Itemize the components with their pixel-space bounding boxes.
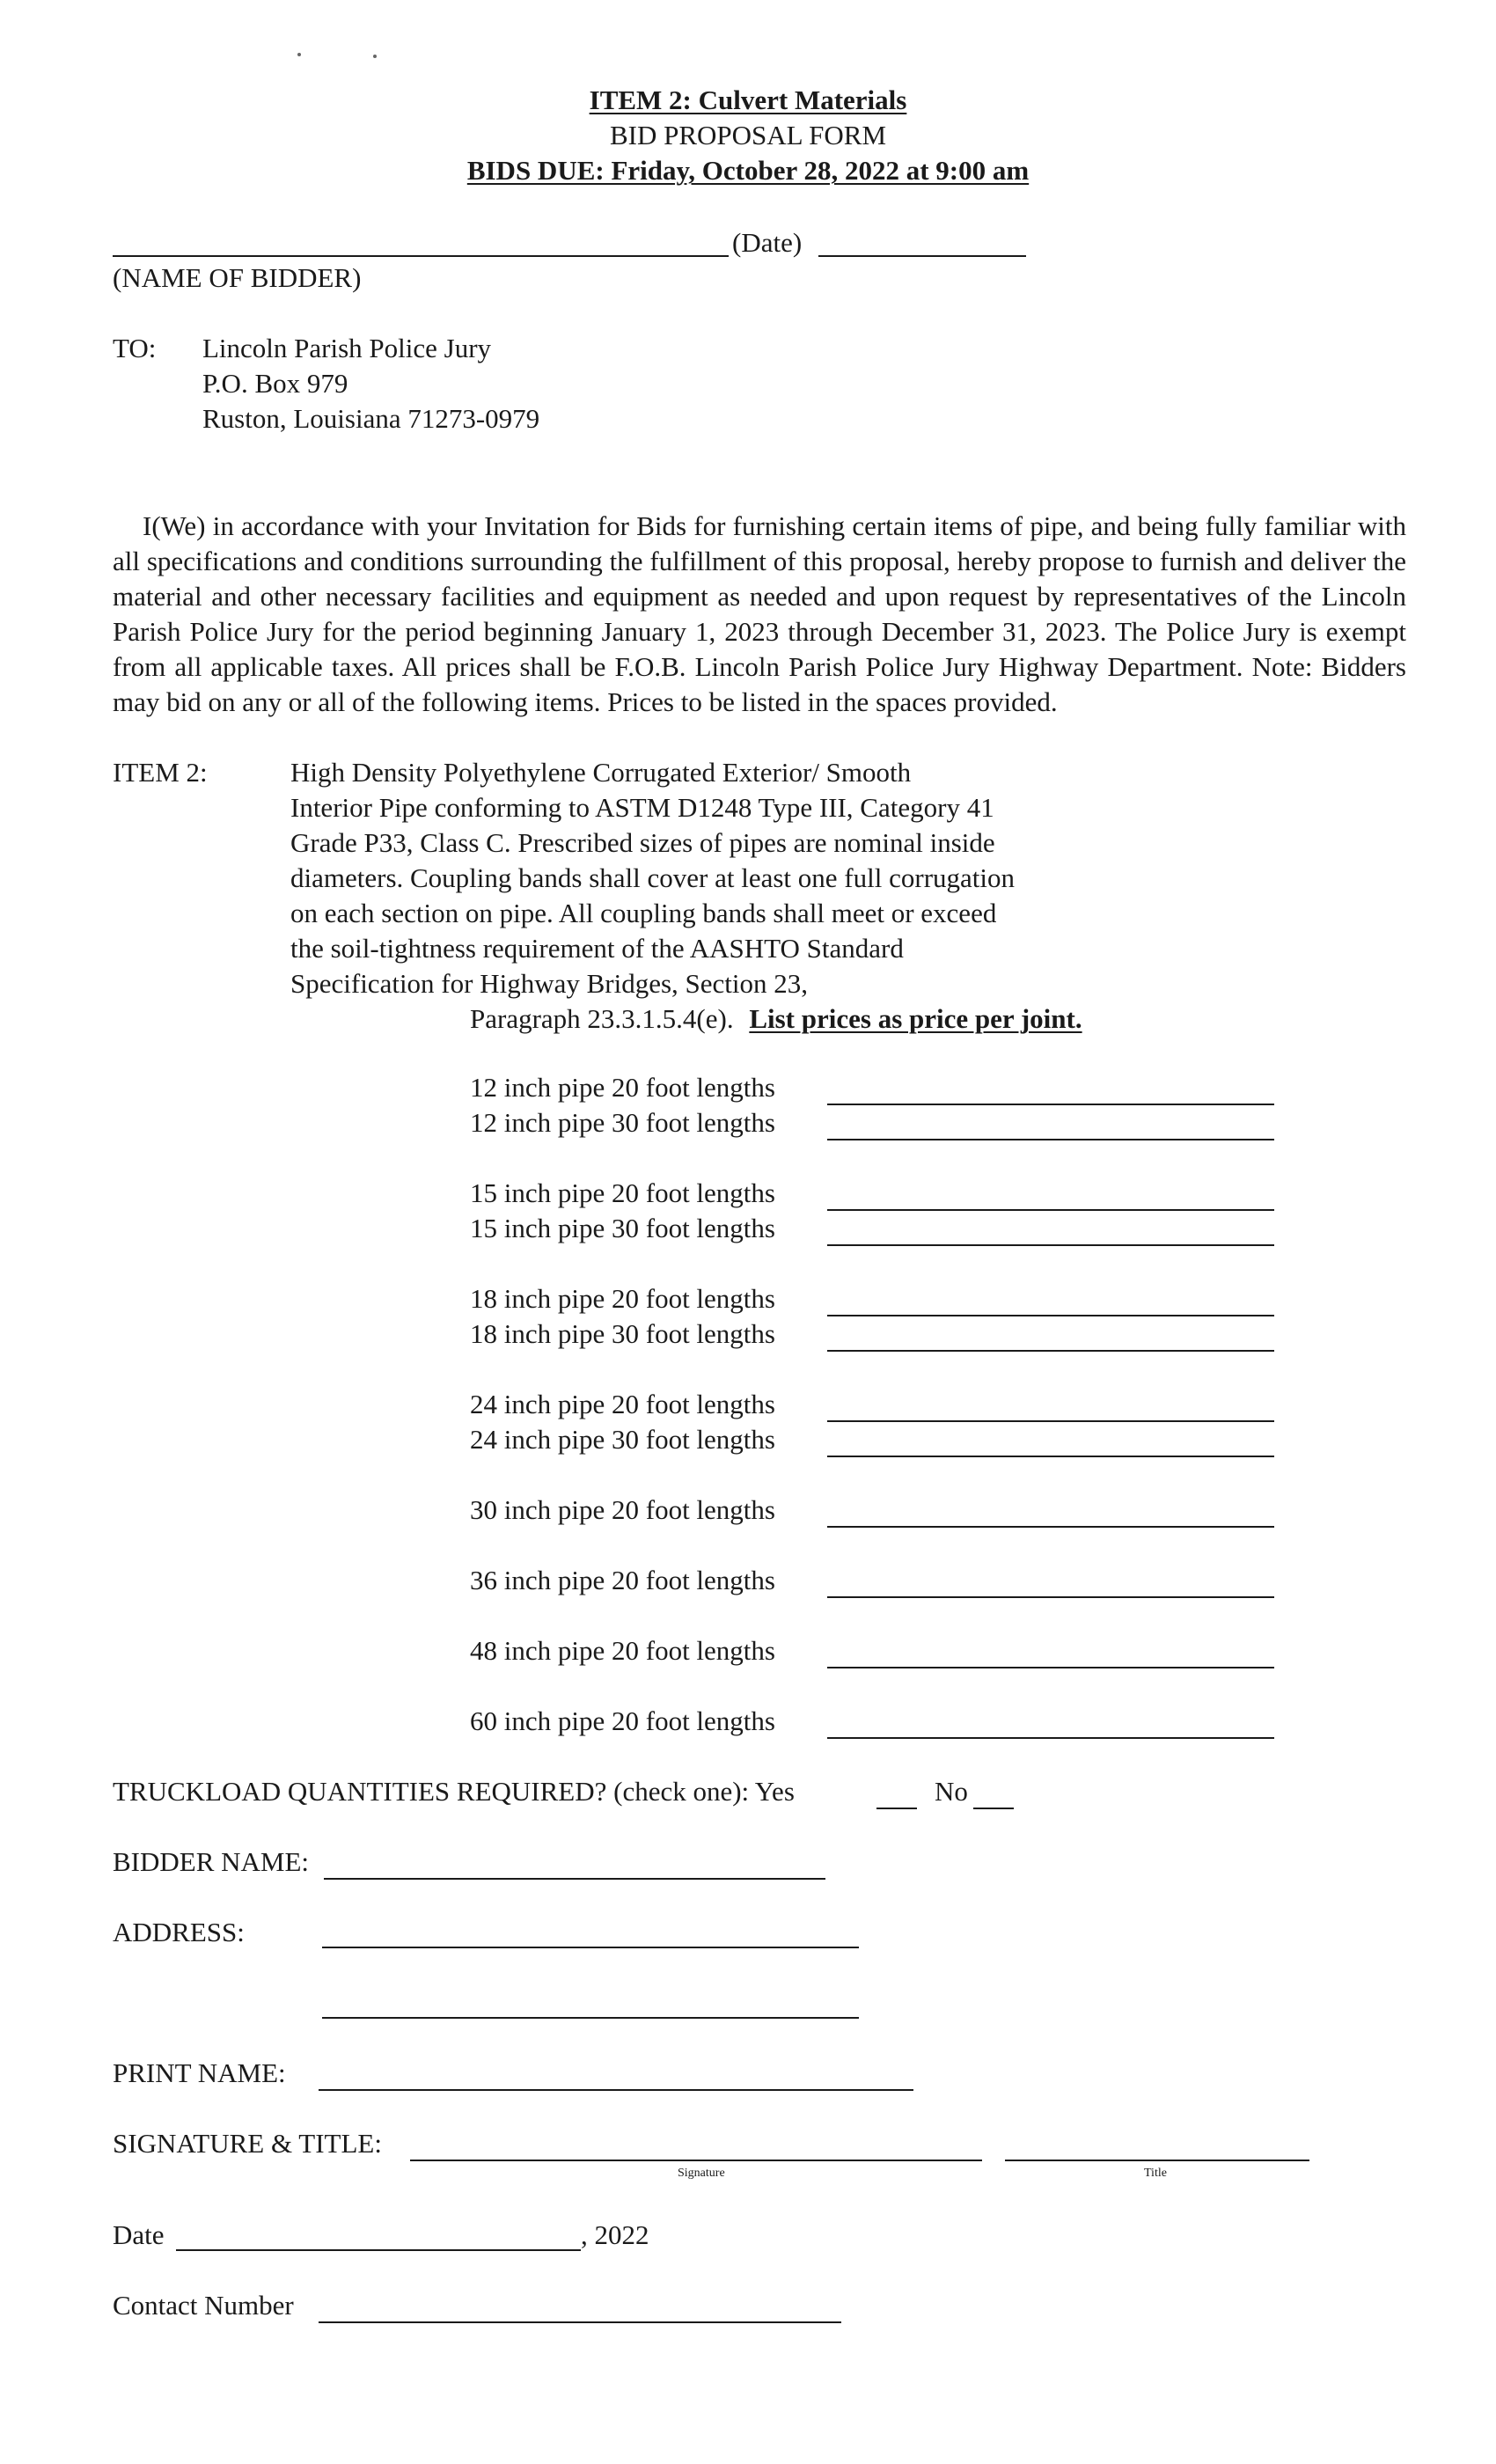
- pipe-price-line[interactable]: [827, 1315, 1274, 1316]
- to-line-2: P.O. Box 979: [202, 368, 348, 399]
- intro-paragraph: I(We) in accordance with your Invitation for Bids for furnishing certain items of pipe, and being fully familiar with all specifications and conditions surrounding the fulfillment of this proposal, hereby propose to furnish and deliver the material and other necessary facilities and equipment as needed and upon request by representatives of the Lincoln Parish Police Jury for the period beginning January 1, 2023 through December 31, 2023. The Police Jury is exempt from all applicable taxes. All prices shall be F.O.B. Lincoln Parish Police Jury Highway Department. Note: Bidders may bid on any or all of the following items. Prices to be listed in the spaces provided.: [113, 510, 1406, 717]
- scan-speck: [373, 55, 377, 58]
- pipe-price-line[interactable]: [827, 1244, 1274, 1246]
- bidder-name-field[interactable]: [324, 1878, 825, 1880]
- to-line-3: Ruston, Louisiana 71273-0979: [202, 403, 540, 434]
- paragraph-reference: [470, 1001, 1082, 1037]
- pipe-label: 24 inch pipe 20 foot lengths: [470, 1389, 775, 1419]
- pipe-price-line[interactable]: [827, 1139, 1274, 1140]
- address-label: ADDRESS:: [113, 1917, 245, 1947]
- item-desc-line: Specification for Highway Bridges, Section 23,: [290, 968, 809, 999]
- pipe-label: 30 inch pipe 20 foot lengths: [470, 1494, 775, 1525]
- pipe-price-line[interactable]: [827, 1526, 1274, 1528]
- signature-field[interactable]: [410, 2160, 982, 2161]
- pipe-price-line[interactable]: [827, 1667, 1274, 1668]
- signature-caption: Signature: [678, 2167, 725, 2180]
- pipe-label: 12 inch pipe 30 foot lengths: [470, 1107, 775, 1138]
- paragraph-ref-text: Paragraph 23.3.1.5.4(e).: [470, 1003, 734, 1034]
- item-desc-line: Interior Pipe conforming to ASTM D1248 Type III, Category 41: [290, 792, 994, 823]
- pipe-price-line[interactable]: [827, 1420, 1274, 1422]
- date-line[interactable]: [818, 255, 1026, 257]
- contact-number-field[interactable]: [319, 2321, 841, 2323]
- pipe-label: 12 inch pipe 20 foot lengths: [470, 1072, 775, 1103]
- print-name-label: PRINT NAME:: [113, 2057, 286, 2088]
- item-desc-line: on each section on pipe. All coupling bands shall meet or exceed: [290, 898, 997, 928]
- item-description: [290, 755, 1126, 1001]
- pipe-label: 18 inch pipe 30 foot lengths: [470, 1318, 775, 1349]
- date-field[interactable]: [176, 2249, 581, 2251]
- print-name-field[interactable]: [319, 2089, 913, 2091]
- pipe-label: 36 inch pipe 20 foot lengths: [470, 1565, 775, 1595]
- signature-title-label: SIGNATURE & TITLE:: [113, 2128, 382, 2159]
- address-field-line-1[interactable]: [322, 1947, 859, 1948]
- pipe-price-line[interactable]: [827, 1737, 1274, 1739]
- pipe-label: 48 inch pipe 20 foot lengths: [470, 1635, 775, 1666]
- pipe-price-line[interactable]: [827, 1350, 1274, 1352]
- truckload-no-blank[interactable]: [973, 1808, 1014, 1809]
- pipe-label: 24 inch pipe 30 foot lengths: [470, 1424, 775, 1455]
- pipe-price-line[interactable]: [827, 1104, 1274, 1105]
- date-suffix: , 2022: [581, 2219, 649, 2250]
- item-label: ITEM 2:: [113, 757, 208, 788]
- pipe-price-line[interactable]: [827, 1209, 1274, 1211]
- title-caption: Title: [1144, 2167, 1167, 2180]
- pipe-label: 15 inch pipe 30 foot lengths: [470, 1213, 775, 1243]
- bids-due: BIDS DUE: Friday, October 28, 2022 at 9:00 am: [466, 155, 1030, 186]
- title-field[interactable]: [1005, 2160, 1309, 2161]
- pipe-label: 18 inch pipe 20 foot lengths: [470, 1283, 775, 1314]
- name-of-bidder-label: (NAME OF BIDDER): [113, 262, 362, 293]
- item-desc-line: High Density Polyethylene Corrugated Exterior/ Smooth: [290, 757, 912, 788]
- to-line-1: Lincoln Parish Police Jury: [202, 333, 492, 363]
- pipe-label: 60 inch pipe 20 foot lengths: [470, 1705, 775, 1736]
- item-title: ITEM 2: Culvert Materials: [589, 84, 907, 115]
- pipe-price-line[interactable]: [827, 1596, 1274, 1598]
- pipe-price-line[interactable]: [827, 1456, 1274, 1457]
- item-desc-line: Grade P33, Class C. Prescribed sizes of pipes are nominal inside: [290, 827, 995, 858]
- form-title: BID PROPOSAL FORM: [609, 120, 887, 150]
- address-field-line-2[interactable]: [322, 2017, 859, 2019]
- date-field-label: Date: [113, 2219, 165, 2250]
- item-desc-line: diameters. Coupling bands shall cover at least one full corrugation: [290, 862, 1015, 893]
- truckload-no-label: No: [935, 1776, 968, 1807]
- list-prices-note: List prices as price per joint.: [749, 1003, 1082, 1034]
- item-desc-line: the soil-tightness requirement of the AASHTO Standard: [290, 933, 904, 964]
- scan-speck: [297, 53, 301, 56]
- truckload-question: TRUCKLOAD QUANTITIES REQUIRED? (check one): Yes: [113, 1776, 795, 1807]
- bidder-name-label: BIDDER NAME:: [113, 1846, 310, 1877]
- contact-number-label: Contact Number: [113, 2290, 294, 2321]
- bidder-name-line[interactable]: [113, 255, 729, 257]
- to-label: TO:: [113, 333, 157, 363]
- date-label: (Date): [732, 227, 803, 258]
- truckload-yes-blank[interactable]: [876, 1808, 917, 1809]
- pipe-label: 15 inch pipe 20 foot lengths: [470, 1177, 775, 1208]
